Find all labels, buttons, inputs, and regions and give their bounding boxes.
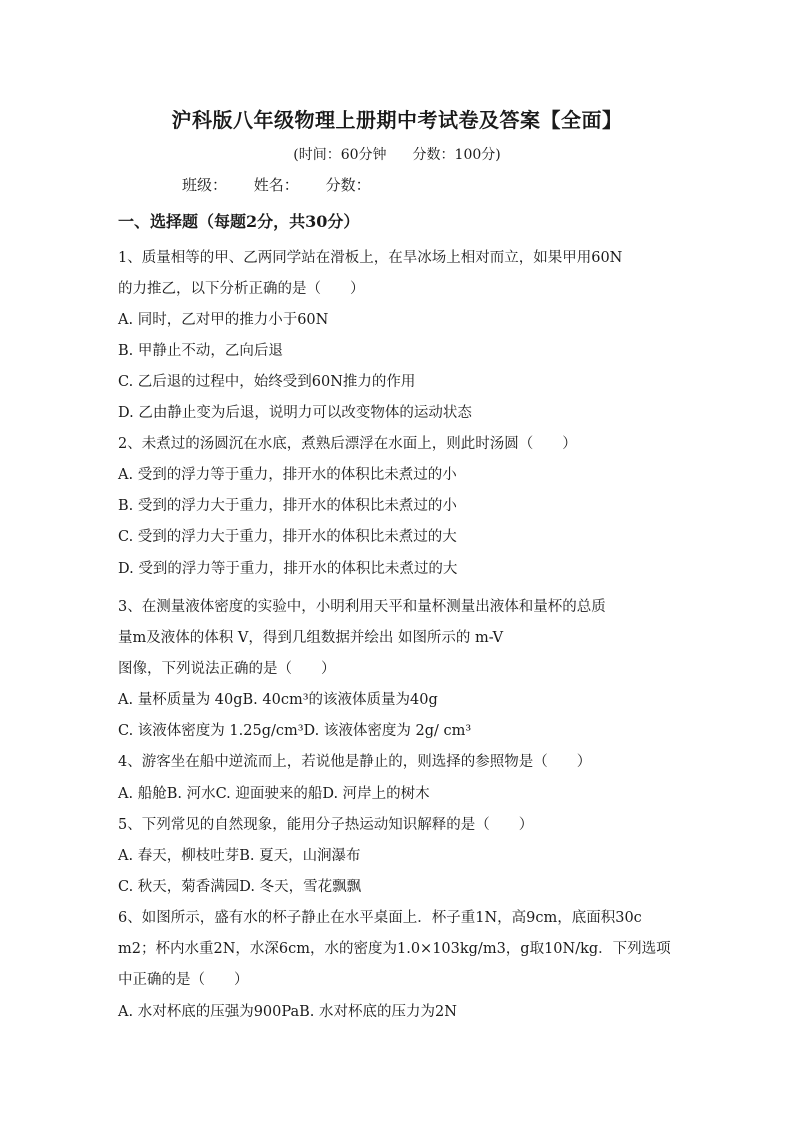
option-line: A. 春天，柳枝吐芽B. 夏天，山涧瀑布 bbox=[118, 848, 361, 864]
option-line: C. 该液体密度为 1.25g/cm³D. 该液体密度为 2g/ cm³ bbox=[118, 723, 472, 739]
section-title: 一、选择题（每题2分，共30分） bbox=[118, 212, 360, 231]
question-line: 1、质量相等的甲、乙两同学站在滑板上，在旱冰场上相对而立，如果甲用60N bbox=[118, 250, 623, 266]
option-line: B. 甲静止不动，乙向后退 bbox=[118, 343, 283, 359]
name-label: 姓名： bbox=[253, 176, 299, 194]
option-line: A. 船舱B. 河水C. 迎面驶来的船D. 河岸上的树木 bbox=[118, 786, 430, 802]
total-score: 分数：100分) bbox=[412, 147, 501, 163]
option-line: C. 秋天，菊香满园D. 冬天，雪花飘飘 bbox=[118, 879, 362, 895]
page-title: 沪科版八年级物理上册期中考试卷及答案【全面】 bbox=[171, 108, 623, 132]
question-line: m2；杯内水重2N，水深6cm，水的密度为1.0×103kg/m3，g取10N/kg．下列选项 bbox=[118, 941, 671, 957]
option-line: A. 受到的浮力等于重力，排开水的体积比未煮过的小 bbox=[118, 467, 457, 483]
question-line: 3、在测量液体密度的实验中，小明利用天平和量杯测量出液体和量杯的总质 bbox=[118, 599, 606, 615]
question-line: 的力推乙，以下分析正确的是（ ） bbox=[118, 281, 365, 297]
option-line: A. 量杯质量为 40gB. 40cm³的该液体质量为40g bbox=[118, 692, 438, 708]
question-line: 4、游客坐在船中逆流而上，若说他是静止的，则选择的参照物是（ ） bbox=[118, 754, 592, 770]
student-info bbox=[182, 174, 393, 195]
option-line: C. 乙后退的过程中，始终受到60N推力的作用 bbox=[118, 374, 416, 390]
option-line: D. 受到的浮力等于重力，排开水的体积比未煮过的大 bbox=[118, 561, 458, 577]
question-line: 图像，下列说法正确的是（ ） bbox=[118, 661, 336, 677]
option-line: D. 乙由静止变为后退，说明力可以改变物体的运动状态 bbox=[118, 405, 472, 421]
question-line: 量m及液体的体积 V，得到几组数据并绘出 如图所示的 m-V bbox=[118, 630, 504, 646]
time-limit: (时间：60分钟 bbox=[293, 147, 387, 163]
question-line: 6、如图所示，盛有水的杯子静止在水平桌面上．杯子重1N，高9cm，底面积30c bbox=[118, 910, 642, 926]
class-label: 班级： bbox=[182, 176, 228, 194]
exam-meta bbox=[0, 144, 794, 164]
option-line: C. 受到的浮力大于重力，排开水的体积比未煮过的大 bbox=[118, 529, 457, 545]
score-label: 分数： bbox=[325, 176, 371, 194]
question-line: 2、未煮过的汤圆沉在水底，煮熟后漂浮在水面上，则此时汤圆（ ） bbox=[118, 436, 577, 452]
question-line: 中正确的是（ ） bbox=[118, 972, 249, 988]
question-line: 5、下列常见的自然现象，能用分子热运动知识解释的是（ ） bbox=[118, 817, 534, 833]
option-line: A. 同时，乙对甲的推力小于60N bbox=[118, 312, 329, 328]
option-line: B. 受到的浮力大于重力，排开水的体积比未煮过的小 bbox=[118, 498, 457, 514]
option-line: A. 水对杯底的压强为900PaB. 水对杯底的压力为2N bbox=[118, 1004, 457, 1020]
